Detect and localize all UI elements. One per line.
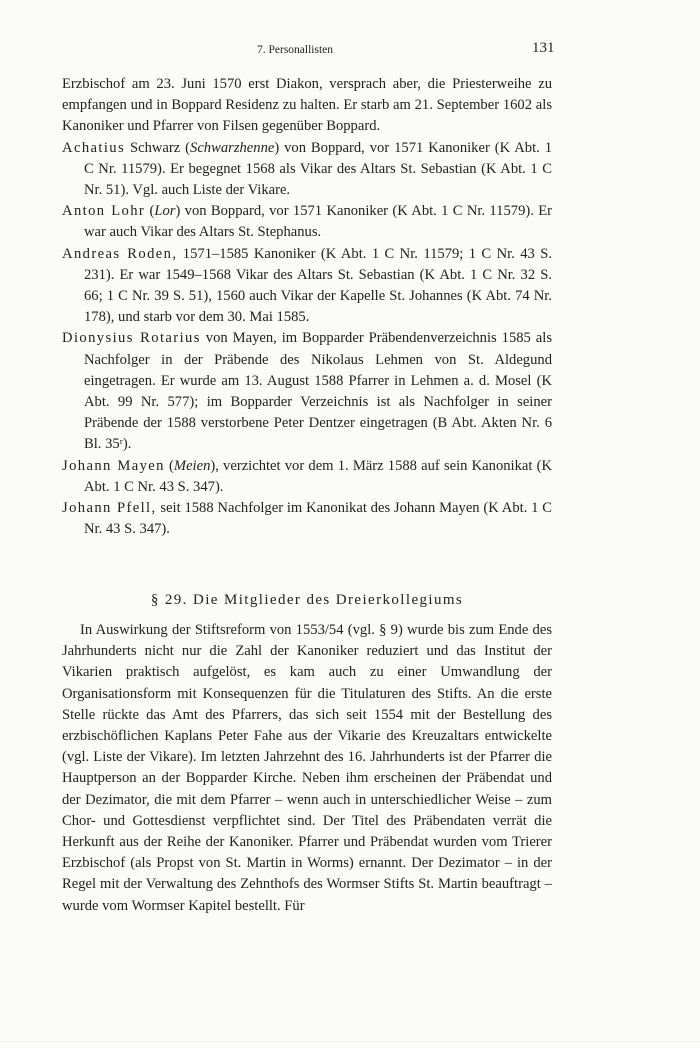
entry-text: seit 1588 Nachfolger im Kanonikat des Johann Mayen (K Abt. 1 C Nr. 43 S. 347). xyxy=(84,500,552,538)
entry-text: von Mayen, im Bopparder Präbendenverzeichnis 1585 als Nachfolger in der Präbende des Nikolaus Lehmen von St. Aldegund eingetragen. Er wurde am 13. August 1588 Pfarrer in Lehmen a. d. Mosel (K Abt. 99 Nr. 577); im Bopparder Verzeichnis ist als Nachfolger in seiner Präbende der 1588 verstorbene Peter Dentzer eingetragen (B Abt. Akten Nr. 6 Bl. 35ʳ). xyxy=(84,330,552,453)
name-variant: Lor xyxy=(154,203,176,220)
person-name: Andreas Roden, xyxy=(62,245,178,262)
entry-text-pre: Schwarz ( xyxy=(130,139,191,156)
entry-text: 1571–1585 Kanoniker (K Abt. 1 C Nr. 11579; 1 C Nr. 43 S. 231). Er war 1549–1568 Vikar des Altars St. Sebastian (K Abt. 1 C Nr. 32 S. 66; 1 C Nr. 39 S. 51), 1560 auch Vikar der Kapelle St. Johannes (K Abt. 74 Nr. 178), und starb vor dem 30. Mai 1585. xyxy=(84,245,552,326)
list-entry xyxy=(62,74,552,138)
running-title: 7. Personallisten xyxy=(257,44,334,56)
personnel-list xyxy=(62,74,552,540)
page-number: 131 xyxy=(532,40,555,56)
entry-text-pre: ( xyxy=(145,203,155,220)
entry-text: ) von Boppard, vor 1571 Kanoniker (K Abt. 1 C Nr. 11579). Er war auch Vikar des Altars St. Stephanus. xyxy=(84,203,552,241)
name-variant: Schwarzhenne xyxy=(190,139,275,156)
person-name: Dionysius Rotarius xyxy=(62,330,201,347)
list-entry xyxy=(62,138,552,202)
section-paragraph xyxy=(62,620,552,917)
section-heading: § 29. Die Mitglieder des Dreierkollegiums xyxy=(150,592,464,608)
entry-text: ) von Boppard, vor 1571 Kanoniker (K Abt. 1 C Nr. 11579). Er begegnet 1568 als Vikar des Altars St. Sebastian (K Abt. 1 C Nr. 51). Vgl. auch Liste der Vikare. xyxy=(84,139,552,199)
person-name: Johann Mayen xyxy=(62,457,165,474)
page-bottom-edge xyxy=(0,1041,700,1042)
paragraph-text: In Auswirkung der Stiftsreform von 1553/54 (vgl. § 9) wurde bis zum Ende des Jahrhunderts nicht nur die Zahl der Kanoniker reduziert und das Institut der Vikarien praktisch aufgelöst, es kam auch zu einer Umwandlung der Organisationsform mit Konsequenzen für die Titulaturen des Stifts. An die erste Stelle rückte das Amt des Pfarrers, das sich seit 1554 mit der Bestellung des erzbischöflichen Kaplans Peter Fahe aus der Vikarie des Kreuzaltars entwickelte (vgl. Liste der Vikare). Im letzten Jahrzehnt des 16. Jahrhunderts ist der Pfarrer die Hauptperson an der Bopparder Kirche. Neben ihm erscheinen der Präbendat und der Dezimator, die mit dem Pfarrer – wenn auch in unterschiedlicher Weise – zum Chor- und Gottesdienst verpflichtet sind. Der Titel des Präbendaten verrät die Herkunft aus der Reihe der Kanoniker. Pfarrer und Präbendat wurden vom Trierer Erzbischof (als Propst von St. Martin in Worms) ernannt. Der Dezimator – in der Regel mit der Verwaltung des Zehnthofs des Wormser Stifts St. Martin beauftragt – wurde vom Wormser Kapitel bestellt. Für xyxy=(62,622,552,914)
page-header xyxy=(62,40,555,60)
name-variant: Meien xyxy=(173,457,211,474)
list-entry xyxy=(62,201,552,243)
person-name: Anton Lohr xyxy=(62,203,146,220)
list-entry xyxy=(62,328,552,455)
person-name: Johann Pfell, xyxy=(62,500,157,517)
person-name: Achatius xyxy=(62,139,126,156)
entry-text: ), verzichtet vor dem 1. März 1588 auf sein Kanonikat (K Abt. 1 C Nr. 43 S. 347). xyxy=(84,457,553,495)
list-entry xyxy=(62,498,552,540)
list-entry xyxy=(62,244,552,329)
list-entry xyxy=(62,456,552,498)
entry-text-pre: ( xyxy=(164,457,174,474)
entry-text: Erzbischof am 23. Juni 1570 erst Diakon, versprach aber, die Priesterweihe zu empfangen und in Boppard Residenz zu halten. Er starb am 21. September 1602 als Kanoniker und Pfarrer von Filsen gegenüber Boppard. xyxy=(62,76,552,135)
